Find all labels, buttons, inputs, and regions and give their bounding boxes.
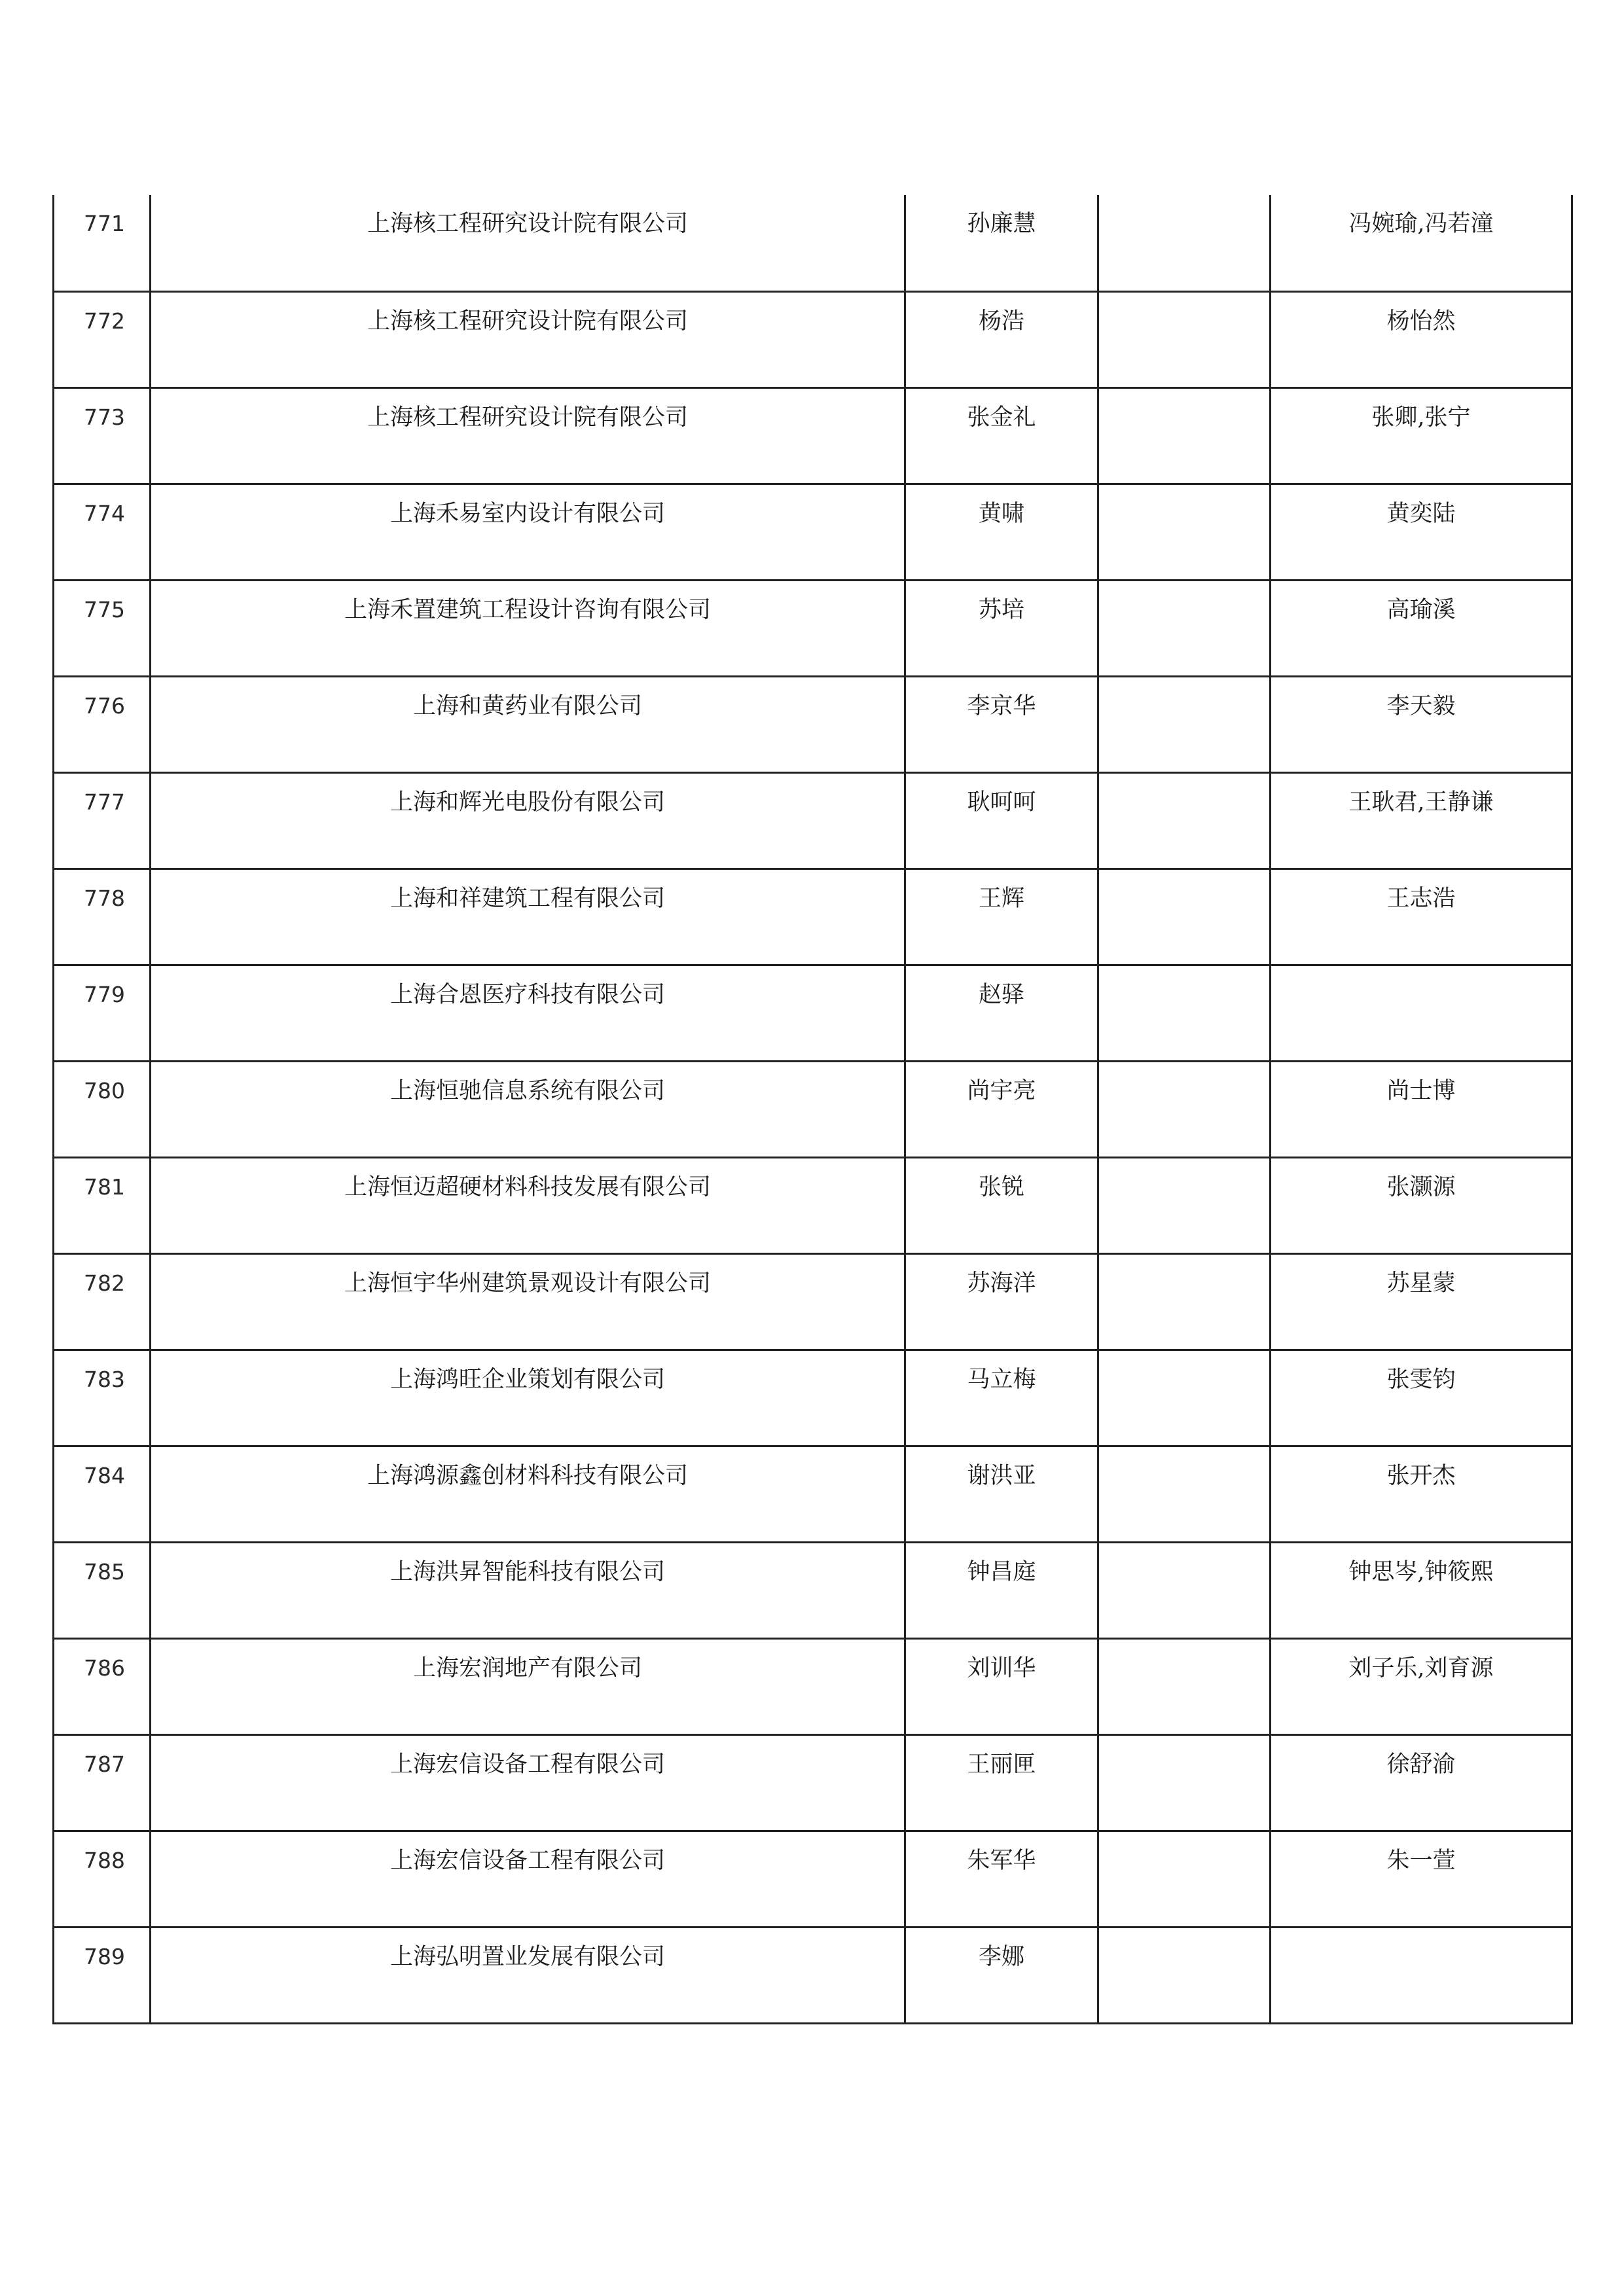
table-row: [54, 1446, 1572, 1542]
company-name-cell: 上海宏润地产有限公司: [151, 1638, 905, 1734]
children-names-cell: 高瑜溪: [1271, 580, 1572, 676]
table-row: [54, 1831, 1572, 1927]
children-names-cell: 张开杰: [1271, 1446, 1572, 1542]
children-names-cell: [1271, 965, 1572, 1061]
row-number-cell: 771: [54, 195, 151, 291]
company-name-cell: 上海鸿源鑫创材料科技有限公司: [151, 1446, 905, 1542]
row-number-cell: 780: [54, 1061, 151, 1157]
table-row: [54, 387, 1572, 484]
company-name-cell: 上海鸿旺企业策划有限公司: [151, 1350, 905, 1446]
blank-cell: [1098, 580, 1271, 676]
company-name-cell: 上海恒迈超硬材料科技发展有限公司: [151, 1157, 905, 1253]
blank-cell: [1098, 1350, 1271, 1446]
employee-name-cell: 张金礼: [905, 387, 1098, 484]
blank-cell: [1098, 484, 1271, 580]
employee-name-cell: 李京华: [905, 676, 1098, 772]
employee-name-cell: 刘训华: [905, 1638, 1098, 1734]
row-number-cell: 784: [54, 1446, 151, 1542]
row-number-cell: 774: [54, 484, 151, 580]
row-number-cell: 789: [54, 1927, 151, 2023]
company-name-cell: 上海和祥建筑工程有限公司: [151, 869, 905, 965]
children-names-cell: 朱一萱: [1271, 1831, 1572, 1927]
employee-name-cell: 杨浩: [905, 291, 1098, 387]
document-page: [52, 195, 1571, 2024]
children-names-cell: 王志浩: [1271, 869, 1572, 965]
row-number-cell: 773: [54, 387, 151, 484]
table-row: [54, 965, 1572, 1061]
company-name-cell: 上海恒驰信息系统有限公司: [151, 1061, 905, 1157]
blank-cell: [1098, 869, 1271, 965]
company-name-cell: 上海禾置建筑工程设计咨询有限公司: [151, 580, 905, 676]
children-names-cell: 杨怡然: [1271, 291, 1572, 387]
row-number-cell: 786: [54, 1638, 151, 1734]
table-row: [54, 1638, 1572, 1734]
blank-cell: [1098, 1446, 1271, 1542]
employee-name-cell: 苏培: [905, 580, 1098, 676]
children-names-cell: 刘子乐,刘育源: [1271, 1638, 1572, 1734]
employee-name-cell: 黄啸: [905, 484, 1098, 580]
children-names-cell: 尚士博: [1271, 1061, 1572, 1157]
company-name-cell: 上海弘明置业发展有限公司: [151, 1927, 905, 2023]
row-number-cell: 788: [54, 1831, 151, 1927]
employee-name-cell: 李娜: [905, 1927, 1098, 2023]
company-name-cell: 上海宏信设备工程有限公司: [151, 1831, 905, 1927]
employee-name-cell: 尚宇亮: [905, 1061, 1098, 1157]
table-row: [54, 1542, 1572, 1638]
row-number-cell: 782: [54, 1253, 151, 1350]
blank-cell: [1098, 1638, 1271, 1734]
table-row: [54, 1927, 1572, 2023]
blank-cell: [1098, 1831, 1271, 1927]
blank-cell: [1098, 1253, 1271, 1350]
children-names-cell: 李天毅: [1271, 676, 1572, 772]
row-number-cell: 781: [54, 1157, 151, 1253]
table-row: [54, 195, 1572, 291]
company-name-cell: 上海核工程研究设计院有限公司: [151, 387, 905, 484]
blank-cell: [1098, 1734, 1271, 1831]
employee-name-cell: 王丽匣: [905, 1734, 1098, 1831]
row-number-cell: 777: [54, 772, 151, 869]
row-number-cell: 787: [54, 1734, 151, 1831]
employee-name-cell: 张锐: [905, 1157, 1098, 1253]
children-names-cell: 张灏源: [1271, 1157, 1572, 1253]
blank-cell: [1098, 291, 1271, 387]
table-row: [54, 1157, 1572, 1253]
company-name-cell: 上海洪昇智能科技有限公司: [151, 1542, 905, 1638]
roster-table-body: [54, 195, 1572, 2023]
employee-name-cell: 王辉: [905, 869, 1098, 965]
row-number-cell: 779: [54, 965, 151, 1061]
children-names-cell: 钟思岑,钟筱熙: [1271, 1542, 1572, 1638]
employee-name-cell: 朱军华: [905, 1831, 1098, 1927]
blank-cell: [1098, 1542, 1271, 1638]
employee-name-cell: 耿呵呵: [905, 772, 1098, 869]
blank-cell: [1098, 965, 1271, 1061]
table-row: [54, 1350, 1572, 1446]
children-names-cell: [1271, 1927, 1572, 2023]
employee-name-cell: 谢洪亚: [905, 1446, 1098, 1542]
table-row: [54, 1061, 1572, 1157]
row-number-cell: 783: [54, 1350, 151, 1446]
children-names-cell: 苏星蒙: [1271, 1253, 1572, 1350]
employee-name-cell: 赵驿: [905, 965, 1098, 1061]
company-name-cell: 上海禾易室内设计有限公司: [151, 484, 905, 580]
table-row: [54, 1253, 1572, 1350]
blank-cell: [1098, 772, 1271, 869]
row-number-cell: 776: [54, 676, 151, 772]
children-names-cell: 徐舒渝: [1271, 1734, 1572, 1831]
blank-cell: [1098, 1061, 1271, 1157]
children-names-cell: 王耿君,王静谦: [1271, 772, 1572, 869]
blank-cell: [1098, 1157, 1271, 1253]
children-names-cell: 黄奕陆: [1271, 484, 1572, 580]
company-name-cell: 上海恒宇华州建筑景观设计有限公司: [151, 1253, 905, 1350]
company-name-cell: 上海和辉光电股份有限公司: [151, 772, 905, 869]
company-name-cell: 上海核工程研究设计院有限公司: [151, 291, 905, 387]
row-number-cell: 772: [54, 291, 151, 387]
company-name-cell: 上海和黄药业有限公司: [151, 676, 905, 772]
table-row: [54, 772, 1572, 869]
children-names-cell: 张雯钧: [1271, 1350, 1572, 1446]
table-row: [54, 676, 1572, 772]
company-name-cell: 上海合恩医疗科技有限公司: [151, 965, 905, 1061]
blank-cell: [1098, 387, 1271, 484]
children-names-cell: 张卿,张宁: [1271, 387, 1572, 484]
children-names-cell: 冯婉瑜,冯若潼: [1271, 195, 1572, 291]
blank-cell: [1098, 676, 1271, 772]
row-number-cell: 778: [54, 869, 151, 965]
employee-name-cell: 孙廉慧: [905, 195, 1098, 291]
table-row: [54, 1734, 1572, 1831]
company-name-cell: 上海核工程研究设计院有限公司: [151, 195, 905, 291]
table-row: [54, 291, 1572, 387]
blank-cell: [1098, 195, 1271, 291]
employee-name-cell: 马立梅: [905, 1350, 1098, 1446]
row-number-cell: 775: [54, 580, 151, 676]
table-row: [54, 484, 1572, 580]
row-number-cell: 785: [54, 1542, 151, 1638]
company-name-cell: 上海宏信设备工程有限公司: [151, 1734, 905, 1831]
employee-name-cell: 钟昌庭: [905, 1542, 1098, 1638]
table-row: [54, 869, 1572, 965]
employee-name-cell: 苏海洋: [905, 1253, 1098, 1350]
table-row: [54, 580, 1572, 676]
blank-cell: [1098, 1927, 1271, 2023]
roster-table: [52, 195, 1573, 2024]
